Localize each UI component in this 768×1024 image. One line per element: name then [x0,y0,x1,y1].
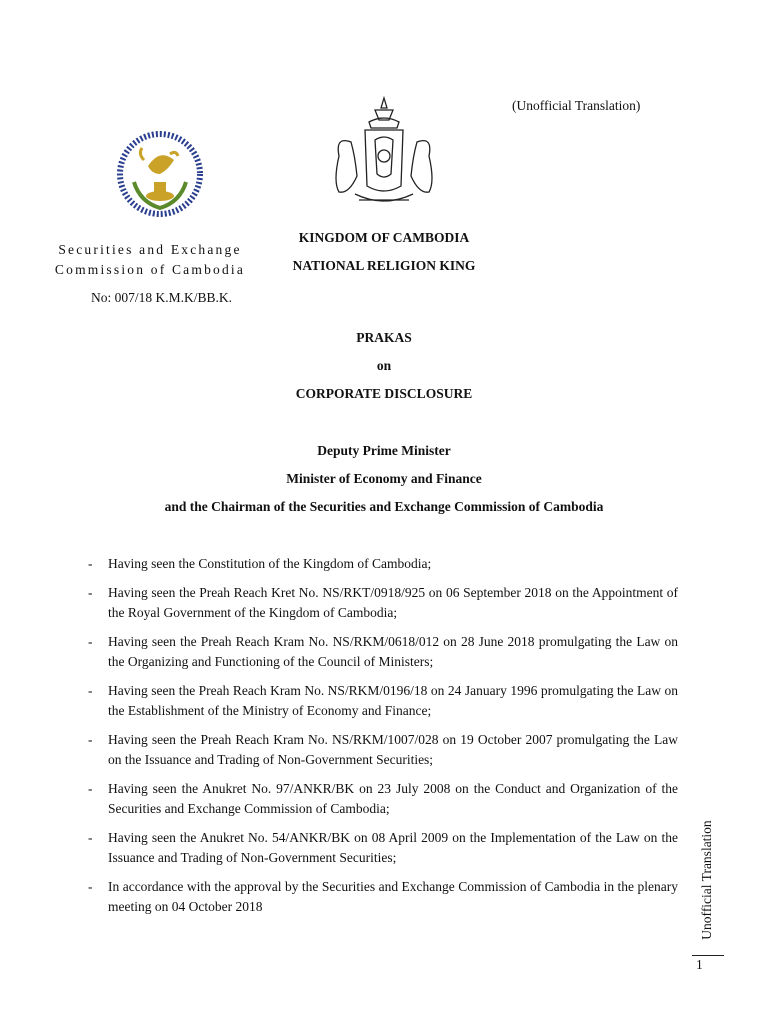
page-number: 1 [696,957,703,972]
bullet-dash: - [88,585,93,600]
kingdom-name: KINGDOM OF CAMBODIA [298,230,470,245]
recital-item [88,681,678,721]
recital-item [88,554,678,574]
reference-number: No: 007/18 K.M.K/BB.K. [91,290,233,305]
bullet-dash: - [88,781,93,796]
recital-item [88,632,678,672]
recital-item [88,730,678,770]
sec-name-line1: Securities and Exchange [58,242,242,257]
side-label-text: Unofficial Translation [699,820,714,940]
royal-coat-of-arms [325,96,443,212]
authority-line1: Deputy Prime Minister [317,443,451,458]
recital-text: Having seen the Anukret No. 54/ANKR/BK on 08 April 2009 on the Implementation of the Law on the Issuance and Trading of Non-Government Securities; [108,830,678,865]
authority-line2: Minister of Economy and Finance [286,471,482,486]
recital-item [88,828,678,868]
national-motto: NATIONAL RELIGION KING [292,258,476,273]
page-number-rule [692,955,724,956]
title-on: on [376,358,392,373]
recital-text: In accordance with the approval by the Securities and Exchange Commission of Cambodia in the plenary meeting on 04 October 2018 [108,879,678,914]
kingdom-heading [250,224,518,280]
bullet-dash: - [88,634,93,649]
bullet-dash: - [88,556,93,571]
recital-text: Having seen the Preah Reach Kram No. NS/RKM/0618/012 on 28 June 2018 promulgating the Law on the Organizing and Functioning of the Council of Ministers; [108,634,678,669]
title-subject: CORPORATE DISCLOSURE [295,386,473,401]
unofficial-translation-note: (Unofficial Translation) [512,98,641,113]
recital-text: Having seen the Preah Reach Kret No. NS/RKT/0918/925 on 06 September 2018 on the Appointment of the Royal Government of the Kingdom of Cambodia; [108,585,678,620]
recital-text: Having seen the Anukret No. 97/ANKR/BK on 23 July 2008 on the Conduct and Organization of the Securities and Exchange Commission of Cambodia; [108,781,678,816]
recital-item [88,877,678,917]
bullet-dash: - [88,732,93,747]
recitals-list [88,554,678,926]
recital-item [88,779,678,819]
bullet-dash: - [88,830,93,845]
authority-line3: and the Chairman of the Securities and Exchange Commission of Cambodia [164,499,604,514]
bullet-dash: - [88,879,93,894]
bullet-dash: - [88,683,93,698]
sec-cambodia-logo [104,124,216,228]
recital-text: Having seen the Preah Reach Kram No. NS/RKM/1007/028 on 19 October 2007 promulgating the Law on the Issuance and Trading of Non-Government Securities; [108,732,678,767]
recital-text: Having seen the Constitution of the Kingdom of Cambodia; [108,556,432,571]
sec-name [40,240,260,280]
recital-text: Having seen the Preah Reach Kram No. NS/RKM/0196/18 on 24 January 1996 promulgating the Law on the Establishment of the Ministry of Economy and Finance; [108,683,678,718]
title-prakas: PRAKAS [356,330,412,345]
recital-item [88,583,678,623]
side-label [692,808,722,952]
sec-name-line2: Commission of Cambodia [54,262,246,277]
